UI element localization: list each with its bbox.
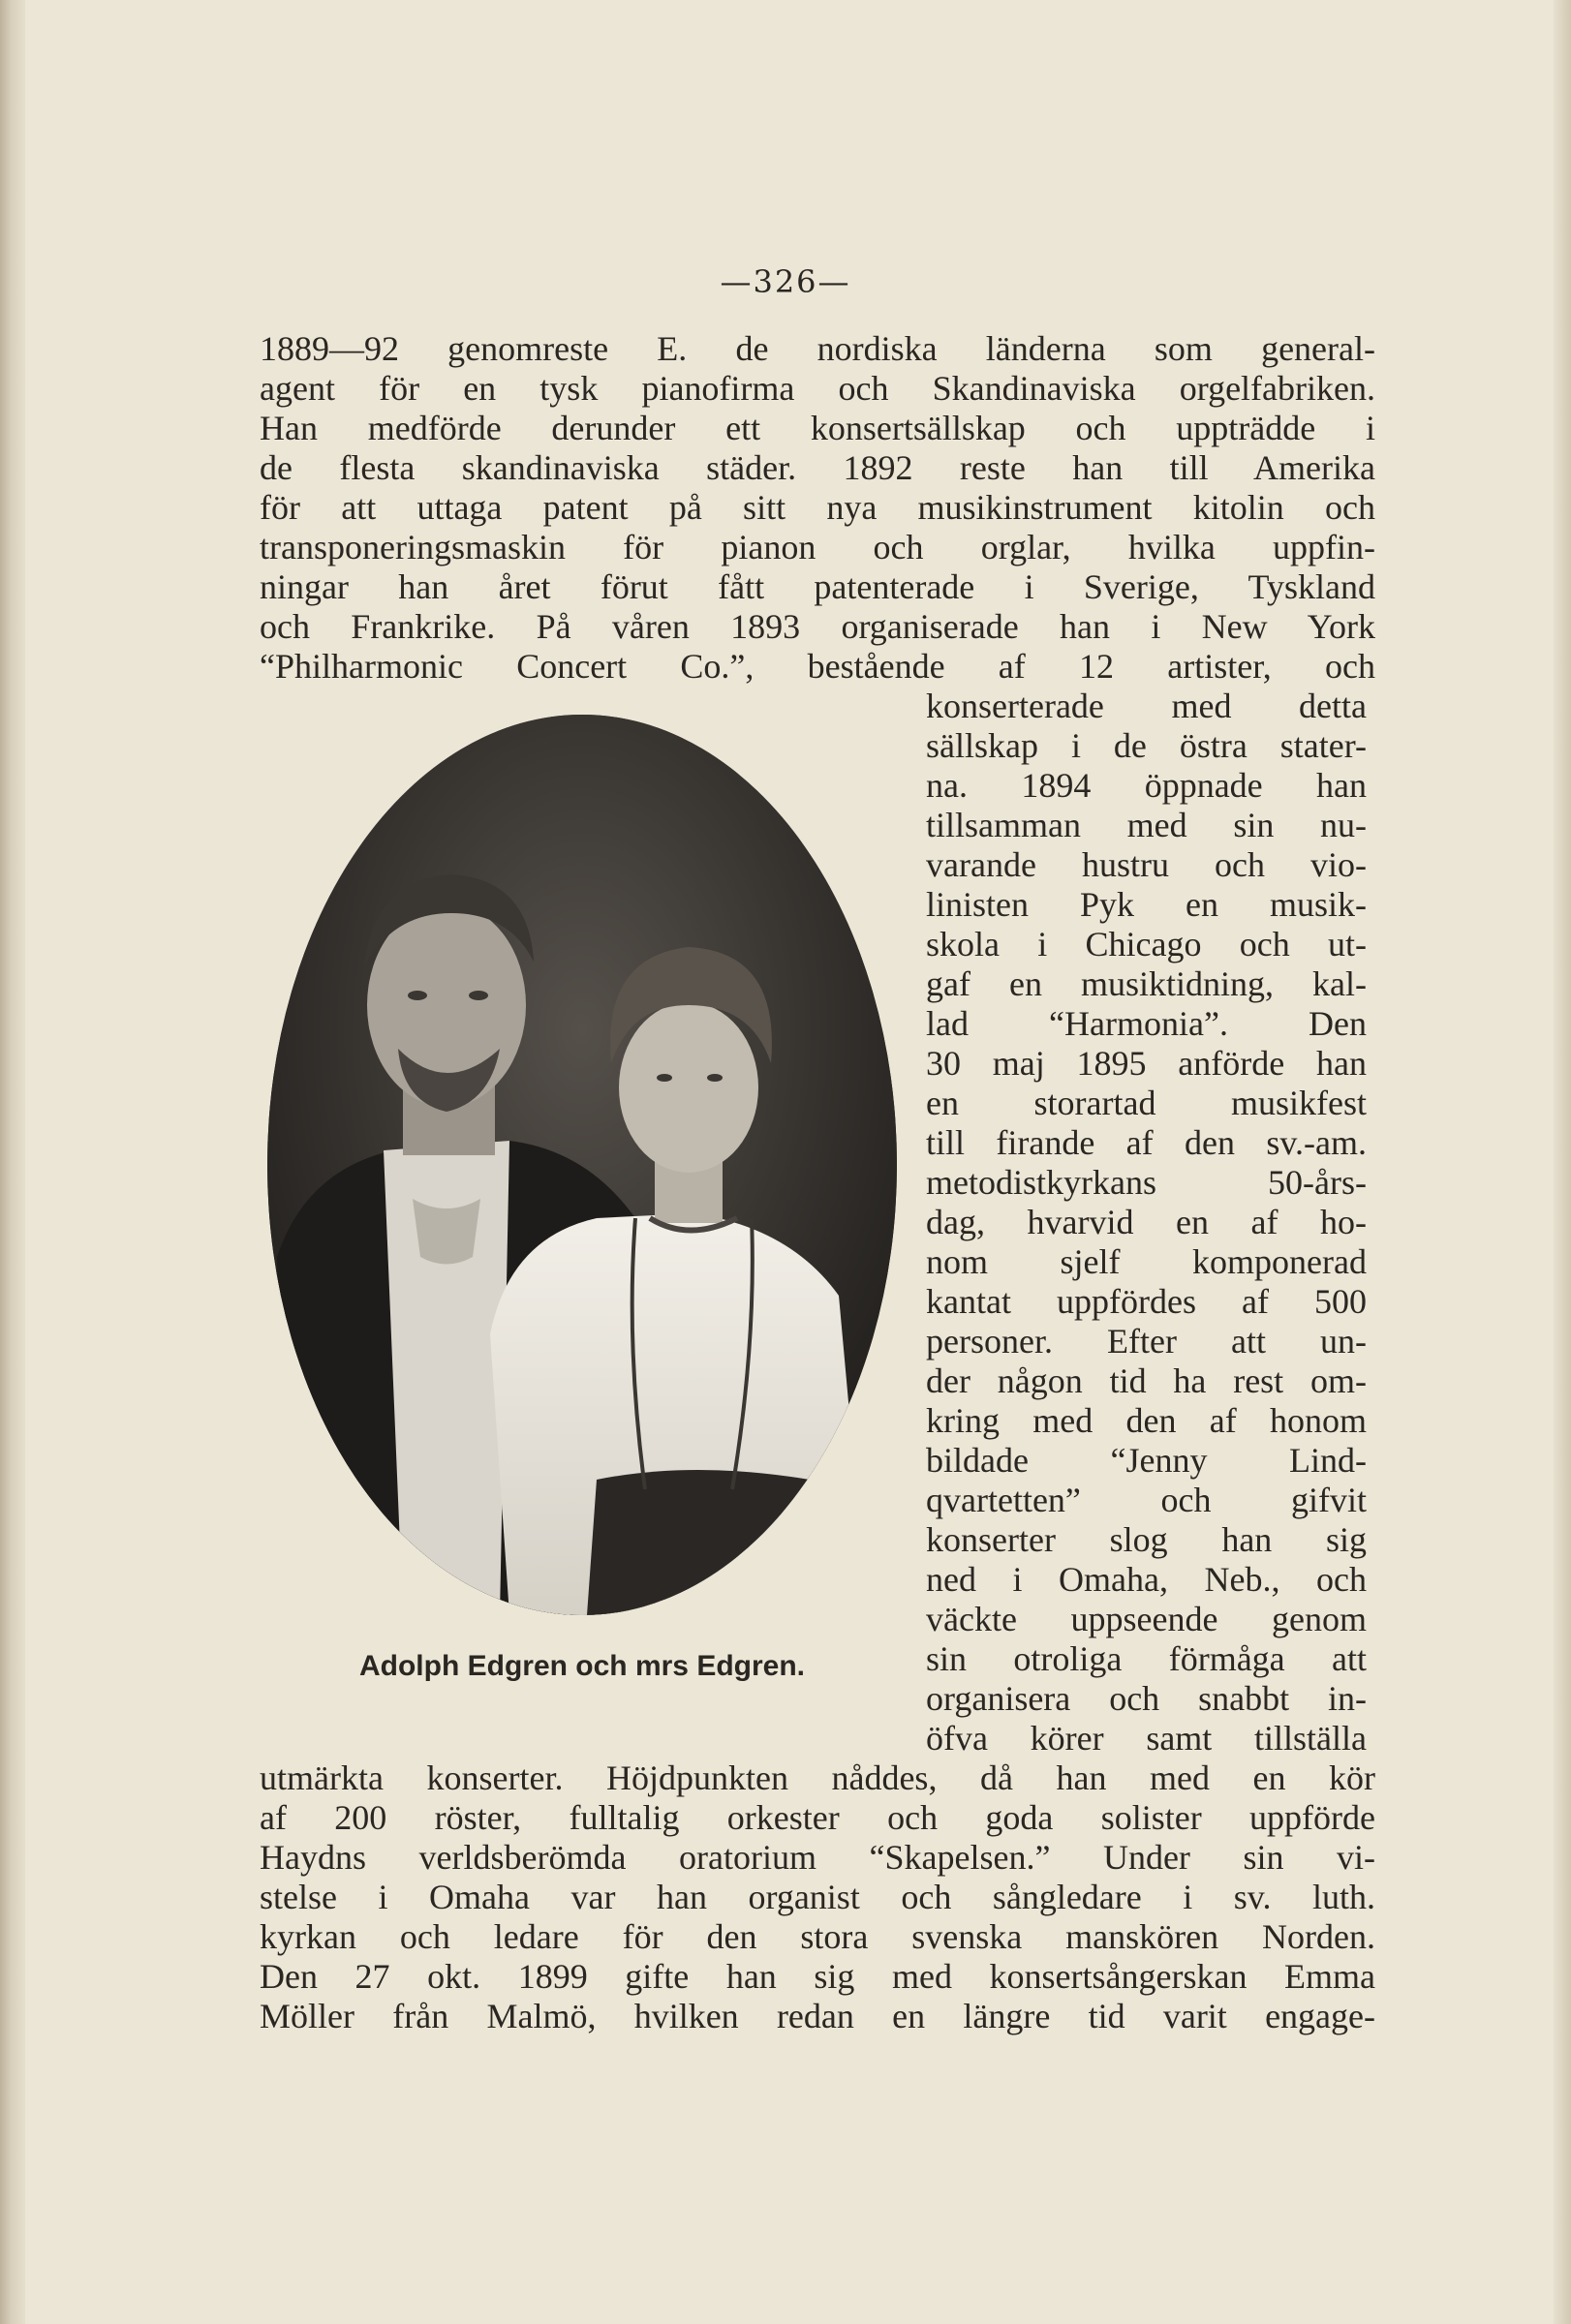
text-line: varande hustru och vio-: [926, 845, 1367, 884]
text-line: Den 27 okt. 1899 gifte han sig med konsertsångerskan Emma: [260, 1957, 1375, 1996]
text-line: skola i Chicago och ut-: [926, 925, 1367, 963]
photo-caption: Adolph Edgren och mrs Edgren.: [358, 1650, 806, 1682]
text-line: de flesta skandinaviska städer. 1892 reste han till Amerika: [260, 448, 1375, 487]
text-line: Haydns verldsberömda oratorium “Skapelsen.” Under sin vi-: [260, 1838, 1375, 1877]
text-line: ningar han året förut fått patenterade i Sverige, Tyskland: [260, 567, 1375, 606]
text-line: öfva körer samt tillställa: [926, 1719, 1367, 1758]
text-line: dag, hvarvid en af ho-: [926, 1203, 1367, 1241]
text-line: linisten Pyk en musik-: [926, 885, 1367, 924]
text-line: konserterade med detta: [926, 687, 1367, 725]
text-line: organisera och snabbt in-: [926, 1679, 1367, 1718]
text-line: af 200 röster, fulltalig orkester och goda solister uppförde: [260, 1798, 1375, 1837]
text-line: qvartetten” och gifvit: [926, 1481, 1367, 1519]
portrait-photo-icon: [267, 715, 897, 1615]
text-line: konserter slog han sig: [926, 1520, 1367, 1559]
text-line: stelse i Omaha var han organist och sångledare i sv. luth.: [260, 1878, 1375, 1916]
text-line: 30 maj 1895 anförde han: [926, 1044, 1367, 1083]
text-line: lad “Harmonia”. Den: [926, 1004, 1367, 1043]
text-line: gaf en musiktidning, kal-: [926, 964, 1367, 1003]
text-line: ned i Omaha, Neb., och: [926, 1560, 1367, 1599]
portrait-photo: [267, 715, 897, 1615]
text-line: Han medförde derunder ett konsertsällskap och uppträdde i: [260, 409, 1375, 447]
text-line: metodistkyrkans 50-års-: [926, 1163, 1367, 1202]
text-line: transponeringsmaskin för pianon och orglar, hvilka uppfin-: [260, 528, 1375, 566]
text-line: personer. Efter att un-: [926, 1322, 1367, 1361]
text-line: en storartad musikfest: [926, 1084, 1367, 1122]
text-line: sällskap i de östra stater-: [926, 726, 1367, 765]
page-number: —326—: [720, 263, 851, 300]
text-line: Möller från Malmö, hvilken redan en längre tid varit engage-: [260, 1997, 1375, 2035]
text-line: nom sjelf komponerad: [926, 1242, 1367, 1281]
book-spine: [0, 0, 25, 2324]
text-line: kring med den af honom: [926, 1401, 1367, 1440]
text-line: sin otroliga förmåga att: [926, 1639, 1367, 1678]
page-edge: [1554, 0, 1571, 2324]
text-line: kyrkan och ledare för den stora svenska manskören Norden.: [260, 1917, 1375, 1956]
text-line: “Philharmonic Concert Co.”, bestående af 12 artister, och: [260, 647, 1375, 686]
text-line: bildade “Jenny Lind-: [926, 1441, 1367, 1480]
text-line: utmärkta konserter. Höjdpunkten nåddes, då han med en kör: [260, 1758, 1375, 1797]
text-line: och Frankrike. På våren 1893 organiserade han i New York: [260, 607, 1375, 646]
text-line: till firande af den sv.-am.: [926, 1123, 1367, 1162]
text-line: kantat uppfördes af 500: [926, 1282, 1367, 1321]
text-line: der någon tid ha rest om-: [926, 1361, 1367, 1400]
text-line: 1889—92 genomreste E. de nordiska länderna som general-: [260, 329, 1375, 368]
text-line: agent för en tysk pianofirma och Skandinaviska orgelfabriken.: [260, 369, 1375, 408]
text-line: tillsamman med sin nu-: [926, 806, 1367, 844]
text-line: för att uttaga patent på sitt nya musikinstrument kitolin och: [260, 488, 1375, 527]
text-line: väckte uppseende genom: [926, 1600, 1367, 1638]
text-line: na. 1894 öppnade han: [926, 766, 1367, 805]
